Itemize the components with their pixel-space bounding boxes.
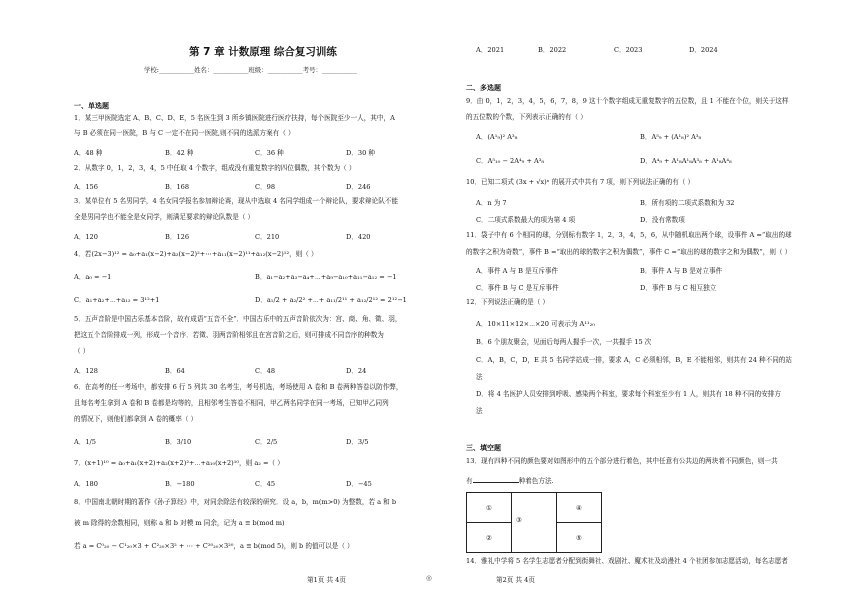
- q3-line1: 3．某单位有 5 名男同学，4 名女同学报名参加辩论赛，现从中选取 4 名同学组成一个辩论队，要求辩论队不能: [74, 197, 398, 205]
- q12-option-c-line2: 法: [476, 373, 483, 381]
- q9-line2: 的五位数的个数，下列表示正确的有（ ）: [466, 113, 587, 121]
- q7-option-a: A．180: [74, 480, 98, 488]
- q6-line2: 且每名考生拿到 A 卷和 B 卷都是均等的，且相邻考生答卷不相同，甲乙两名同学在同一考场，已知甲乙同列: [74, 399, 389, 407]
- region-5: ⑤: [557, 523, 602, 553]
- q3-option-d: D．420: [346, 233, 371, 241]
- q2-line1: 2．从数字 0，1，2，3，4，5 中任取 4 个数字，组成没有重复数字的四位偶数，其个数为（ ）: [74, 164, 356, 172]
- section-fill-blank: 三、填空题: [466, 444, 501, 452]
- q6-option-a: A．1/5: [74, 438, 96, 446]
- q11-line2: 的数字之积为奇数”，事件 B =“取出的球的数字之积为偶数”，事件 C =“取出的球的数字之和为偶数”，则（ ）: [466, 248, 792, 256]
- q5-line3: （ ）: [74, 347, 90, 355]
- q13-answer-blank[interactable]: [473, 476, 519, 483]
- q11-line1: 11．袋子中有 6 个相同的球，分别标有数字 1，2，3，4，5，6，从中随机取出两个球，设事件 A =“取出的球: [466, 231, 792, 239]
- q3-option-c: C．210: [255, 233, 280, 241]
- q8-line1: 8．中国南北朝时期的著作《孙子算经》中，对同余除法有较深的研究．设 a，b，m(m>0) 为整数，若 a 和 b: [74, 498, 397, 506]
- q2-option-c: C．98: [255, 183, 276, 191]
- q1-option-c: C．36 种: [255, 149, 284, 157]
- q3-line2: 全是男同学也不能全是女同学，则满足要求的辩论队数是（ ）: [74, 213, 255, 221]
- section-single-choice: 一、单选题: [74, 102, 109, 110]
- q1-line1: 1．某三甲医院选定 A、B、C、D、E，5 名医生到 3 所乡镇医院进行医疗扶持，每个医院至少一人，其中，A: [74, 114, 395, 122]
- q1-option-a: A．48 种: [74, 149, 103, 157]
- q5-option-a: A．128: [74, 367, 98, 375]
- q12-option-b: B．6 个朋友聚会，见面后每两人握手一次，一共握手 15 次: [476, 338, 652, 346]
- section-multi-choice: 二、多选题: [466, 84, 501, 92]
- region-1: ①: [467, 493, 512, 523]
- q12-option-c-line1: C．A，B，C，D，E 共 5 名同学站成一排，要求 A，C 必须相邻，B，E 不能相邻，则共有 24 种不同的站: [476, 356, 792, 364]
- q3-option-b: B．126: [165, 233, 190, 241]
- binding-mark-icon: ◎: [426, 574, 432, 582]
- q8-line2: 被 m 除得的余数相同，则称 a 和 b 对模 m 同余，记为 a ≡ b(mod m): [74, 519, 285, 527]
- q10-option-a: A．n 为 7: [476, 199, 507, 207]
- q8-option-b: B．2022: [538, 46, 567, 54]
- page-title: 第 7 章 计数原理 综合复习训练: [189, 46, 337, 58]
- q6-option-b: B．3/10: [165, 438, 192, 446]
- q7-option-c: C．45: [255, 480, 276, 488]
- q10-option-d: D．没有常数项: [640, 216, 685, 224]
- q6-option-d: D．3/5: [346, 438, 369, 446]
- q4-option-d: D．a₁/2 + a₂/2² +⋯+ a₁₁/2¹¹ + a₁₂/2¹² = 2¹²−1: [255, 296, 407, 304]
- coloring-figure: [466, 492, 602, 553]
- q6-option-c: C．2/5: [255, 438, 278, 446]
- q2-option-d: D．246: [346, 183, 371, 191]
- q4-line1: 4．若(2x−3)¹² = a₀+a₁(x−2)+a₂(x−2)²+⋯+a₁₁(x−2)¹¹+a₁₂(x−2)¹²，则（ ）: [74, 250, 318, 258]
- q8-option-d: D．2024: [689, 46, 718, 54]
- q1-option-d: D．30 种: [346, 149, 375, 157]
- q12-option-d-line1: D．将 4 名医护人员安排到呼吸、感染两个科室，要求每个科室至少有 1 人，则共有 18 种不同的安排方: [476, 390, 781, 398]
- q4-option-c: C．a₁+a₂+⋯+a₁₂ = 3¹²+1: [74, 296, 160, 304]
- q2-option-a: A．156: [74, 183, 98, 191]
- student-info-line: 学校:___________姓名：___________班级：___________考号：___________: [144, 66, 358, 74]
- q13-suffix: 种着色方法.: [518, 477, 554, 485]
- footer-page-right: 第2页 共 4页: [496, 576, 535, 584]
- q14-line1: 14．雅礼中学将 5 名学生志愿者分配到街舞社、戏剧社、魔术社及动漫社 4 个社团参加志愿活动，每名志愿者: [466, 557, 788, 565]
- q10-line1: 10．已知二项式 (3x + √x)ⁿ 的展开式中共有 7 项，则下列说法正确的有（ ）: [466, 178, 695, 186]
- q8-option-c: C．2023: [614, 46, 643, 54]
- q7-option-d: D．−45: [346, 480, 372, 488]
- q9-option-b: B．A⁵₉ + (A¹₈)² A³₈: [640, 133, 702, 141]
- q9-option-a: A．(A¹₉)² A³₈: [476, 133, 518, 141]
- q2-option-b: B．168: [165, 183, 190, 191]
- q10-option-c: C．二项式系数最大的项为第 4 项: [476, 216, 576, 224]
- q5-option-c: C．48: [255, 367, 276, 375]
- q4-option-b: B．a₁−a₂+a₃−a₄+⋯+a₉−a₁₀+a₁₁−a₁₂ = −1: [255, 273, 397, 281]
- q11-option-c: C．事件 B 与 C 是互斥事件: [476, 284, 559, 292]
- q13-prefix: 有: [466, 477, 473, 485]
- q3-option-a: A．120: [74, 233, 98, 241]
- q7-line1: 7．(x+1)¹⁰ = a₀+a₁(x+2)+a₂(x+2)²+⋯+a₁₀(x+2)¹⁰，则 a₂ =（ ）: [74, 459, 284, 467]
- q6-line1: 6．在高考的任一考场中，都安排 6 行 5 列共 30 名考生，考号机选，考场使用 A 卷和 B 卷两种答卷以防作弊，: [74, 383, 403, 391]
- q4-option-a: A．a₀ = −1: [74, 273, 112, 281]
- q11-option-d: D．事件 B 与 C 相互独立: [640, 284, 717, 292]
- q8-line3: 若 a = C⁰₂₀ − C¹₂₀×3 + C²₂₀×3² + ⋯ + C²⁰₂₀×3²⁰，a ≡ b(mod 5)，则 b 的值可以是（ ）: [74, 542, 354, 550]
- q1-line2: 与 B 必须在同一医院，B 与 C 一定不在同一医院,则不同的选派方案有（ ）: [74, 129, 295, 137]
- q9-option-d: D．A⁴₉ + A¹₈A¹₈A³₈ + A¹₈A⁴₈: [640, 157, 732, 165]
- q11-option-a: A．事件 A 与 B 是互斥事件: [476, 267, 559, 275]
- q5-option-d: D．24: [346, 367, 367, 375]
- q9-line1: 9．由 0，1，2，3，4，5，6，7，8，9 这十个数字组成无重复数字的五位数，且 1 不能在个位，则关于这样: [466, 97, 789, 105]
- q5-option-b: B．64: [165, 367, 185, 375]
- q10-option-b: B．所有项的二项式系数和为 32: [640, 199, 735, 207]
- q13-line2: [466, 476, 554, 485]
- q12-line1: 12．下列说法正确的是（ ）: [466, 298, 550, 306]
- footer-page-left: 第1页 共 4页: [307, 576, 346, 584]
- q5-line1: 5．五声音阶是中国古乐基本音阶，故有成语“五音不全”．中国古乐中的五声音阶依次为：宫、商、角、徵、羽，: [74, 315, 402, 323]
- region-3: ③: [516, 516, 522, 524]
- q6-line3: 的情况下，则他们都拿到 A 卷的概率（ ）: [74, 415, 198, 423]
- q5-line2: 把这五个音阶排成一列，形成一个音序．若徵、羽两音阶相邻且在宫音阶之后，则可排成不同音序的种数为: [74, 331, 384, 339]
- q12-option-d-line2: 法: [476, 407, 483, 415]
- q1-option-b: B．42 种: [165, 149, 194, 157]
- q13-line1: 13．现有四种不同的颜色要对如图形中的五个部分进行着色，其中任意有公共边的两块着不同颜色，则一共: [466, 457, 778, 465]
- q12-option-a: A．10×11×12×⋯×20 可表示为 A¹¹₂₀: [476, 320, 595, 328]
- q11-option-b: B．事件 A 与 B 是对立事件: [640, 267, 723, 275]
- region-4: ④: [557, 493, 602, 523]
- q8-option-a: A．2021: [476, 46, 505, 54]
- q9-option-c: C．A⁵₁₀ − 2A⁴₉ + A³₈: [476, 157, 545, 165]
- q7-option-b: B．−180: [165, 480, 195, 488]
- region-2: ②: [467, 523, 512, 553]
